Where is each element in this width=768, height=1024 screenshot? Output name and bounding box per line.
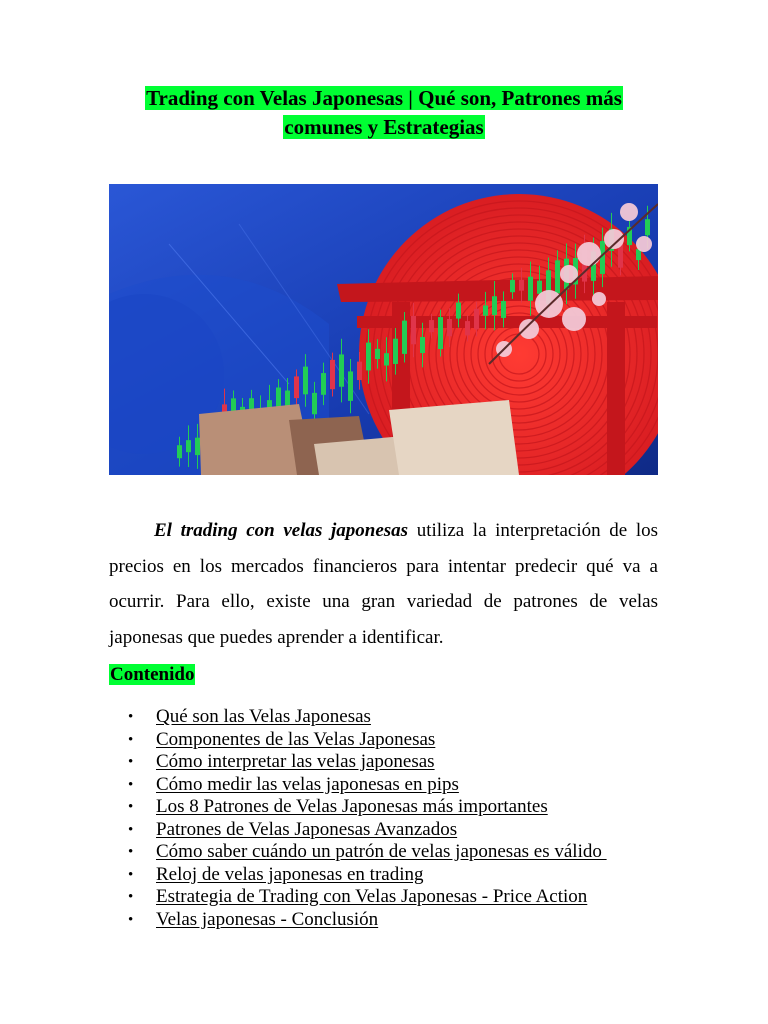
bullet-icon: • [128,911,134,928]
bullet-icon: • [128,821,134,838]
toc-link[interactable]: Velas japonesas - Conclusión [156,908,379,930]
toc-link[interactable]: Cómo interpretar las velas japonesas [156,751,435,772]
toc-link[interactable]: Cómo saber cuándo un patrón de velas japonesas es válido [156,841,607,862]
bullet-icon: • [128,866,134,883]
toc-item [128,841,607,864]
page-title-line1: Trading con Velas Japonesas | Qué son, Patrones más [146,86,622,110]
toc-link[interactable]: Componentes de las Velas Japonesas [156,728,436,750]
toc-link[interactable]: Reloj de velas japonesas en trading [156,863,424,885]
toc-item [128,819,607,842]
hero-image [109,184,658,475]
intro-paragraph [109,513,658,655]
intro-lead: El trading con velas japonesas [154,520,409,541]
toc-item [128,729,607,752]
table-of-contents [128,706,607,931]
toc-link[interactable]: Patrones de Velas Japonesas Avanzados [156,818,458,840]
toc-item [128,796,607,819]
bullet-icon: • [128,754,134,770]
toc-link[interactable]: Los 8 Patrones de Velas Japonesas más importantes [156,796,548,817]
bullet-icon: • [128,776,134,793]
toc-item [128,774,607,797]
candlestick-chart-illustration-icon [109,184,658,475]
toc-item [128,886,607,909]
page-title-line2: comunes y Estrategias [284,115,484,139]
bullet-icon: • [128,799,134,815]
contents-heading-text: Contenido [110,664,195,685]
toc-link[interactable]: Cómo medir las velas japonesas en pips [156,773,459,795]
bullet-icon: • [128,844,134,860]
bullet-icon: • [128,889,134,905]
contents-heading [109,662,195,688]
page-title [100,84,668,142]
toc-item [128,909,607,932]
intro-body: utiliza la interpretación de los precios en los mercados financieros para intentar predecir qué va a ocurrir. Para ello, existe una gran variedad de patrones de velas japonesas que puedes aprender a identificar. [109,520,658,648]
toc-item [128,751,607,774]
toc-link[interactable]: Qué son las Velas Japonesas [156,706,371,727]
bullet-icon: • [128,731,134,748]
bullet-icon: • [128,709,134,725]
toc-item [128,864,607,887]
toc-item [128,706,607,729]
toc-link[interactable]: Estrategia de Trading con Velas Japonesas - Price Action [156,886,588,907]
